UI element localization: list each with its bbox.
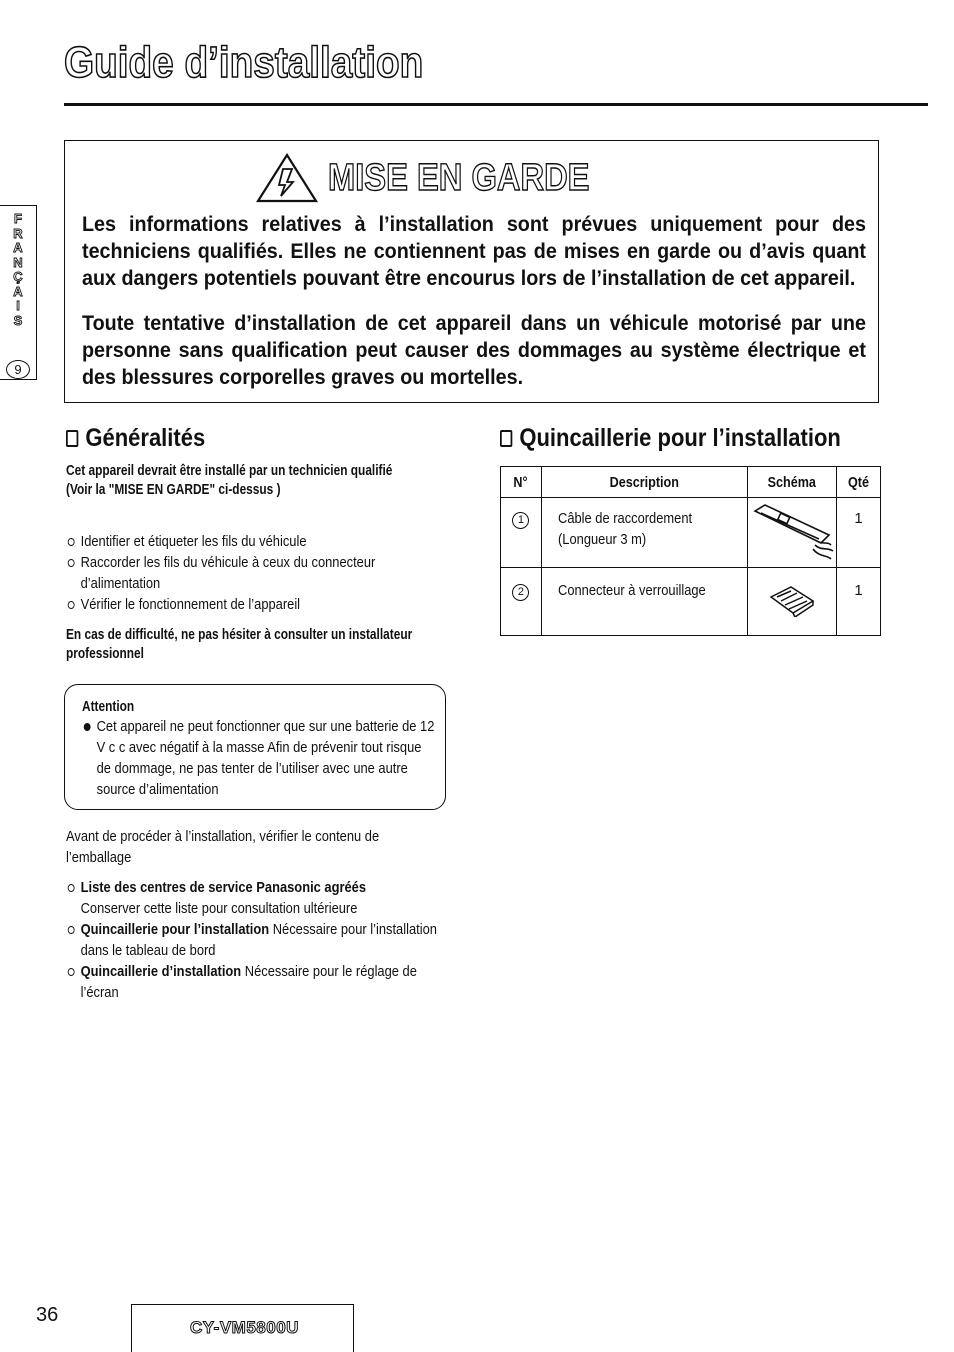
column-header: Description [541, 467, 747, 498]
tab-letter: Ç [13, 269, 23, 284]
row-schema [748, 498, 837, 568]
tab-letter: N [13, 254, 23, 270]
table-header-row [501, 467, 881, 498]
attention-title: Attention [82, 699, 135, 715]
item-bold: Quincaillerie pour l’installation [80, 921, 270, 938]
page-number: 36 [36, 1304, 59, 1326]
title-rule [64, 103, 928, 106]
tab-letter: A [13, 283, 23, 299]
table-row [501, 568, 881, 636]
list-item: Raccorder les fils du véhicule à ceux du connecteur d’alimentation [66, 552, 444, 594]
tab-letter: R [13, 225, 23, 241]
avant-intro: Avant de procéder à l’installation, vérifier le contenu de l’emballage [66, 828, 380, 866]
generalites-intro [66, 462, 443, 500]
cable-icon [749, 501, 835, 561]
row-number: 2 [501, 568, 542, 636]
square-bullet-icon [500, 430, 512, 447]
row-qty: 1 [837, 568, 881, 636]
item-text: Conserver cette liste pour consultation ultérieure [80, 900, 358, 917]
list-item: Vérifier le fonctionnement de l’appareil [66, 594, 444, 615]
row-description: Câble de raccordement (Longueur 3 m) [541, 498, 747, 568]
list-item: Identifier et étiqueter les fils du véhicule [66, 531, 444, 552]
section-number: 9 [6, 360, 30, 379]
contents-item [66, 877, 446, 919]
quincaillerie-heading [500, 424, 841, 453]
difficulty-note: En cas de difficulté, ne pas hésiter à consulter un installateur professionnel [66, 627, 413, 662]
column-header: Schéma [748, 467, 837, 498]
row-number: 1 [501, 498, 542, 568]
tab-letter: S [13, 312, 23, 328]
contents-list [66, 877, 446, 1003]
hardware-table [500, 466, 881, 636]
intro-line: Cet appareil devrait être installé par un technicien qualifié [66, 463, 393, 479]
item-bold: Liste des centres de service Panasonic agréés [80, 879, 367, 896]
generalites-list [66, 531, 444, 615]
contents-item [66, 919, 446, 961]
row-qty: 1 [837, 498, 881, 568]
warning-paragraph-2: Toute tentative d’installation de cet appareil dans un véhicule motorisé par une personne sans qualification peut causer des dommages au système électrique et des blessures corporelles graves ou mortelles. [82, 312, 866, 389]
connector-icon [767, 583, 817, 617]
warning-heading [256, 152, 632, 204]
item-text: Nécessaire pour l’installation dans le tableau de bord [80, 921, 437, 959]
row-schema [748, 568, 837, 636]
warning-title: MISE EN GARDE [328, 156, 590, 199]
item-text: Nécessaire pour le réglage de l’écran [80, 963, 417, 1001]
attention-text: Cet appareil ne peut fonctionner que sur une batterie de 12 V c c avec négatif à la masse Afin de prévenir tout risque de dommage, ne pas tenter de l’utiliser avec une autre source d’alimentation [82, 716, 436, 800]
contents-item [66, 961, 446, 1003]
intro-note: (Voir la "MISE EN GARDE" ci-dessus ) [66, 482, 281, 498]
tab-letter: F [14, 211, 22, 226]
model-name: CY-VM5800U [190, 1318, 299, 1337]
column-header: N° [501, 467, 542, 498]
item-bold: Quincaillerie d’installation [80, 963, 242, 980]
language-tab-letters [8, 212, 28, 328]
table-row [501, 498, 881, 568]
quincaillerie-title: Quincaillerie pour l’installation [519, 424, 841, 452]
warning-paragraph-1: Les informations relatives à l’installation sont prévues uniquement pour des techniciens qualifiés. Elles ne contiennent pas de mises en garde ou d’avis quant aux dangers potentiels pouvant être encourus lors de l’installation de cet appareil. [82, 213, 866, 290]
generalites-heading [66, 424, 205, 453]
row-description: Connecteur à verrouillage [541, 568, 747, 636]
tab-letter: A [13, 240, 23, 255]
column-header: Qté [837, 467, 881, 498]
page-title: Guide d’installation [64, 38, 424, 87]
generalites-title: Généralités [85, 424, 206, 452]
electric-hazard-icon [256, 153, 318, 203]
square-bullet-icon [66, 430, 78, 447]
tab-letter: I [16, 298, 20, 313]
attention-list [82, 716, 436, 800]
